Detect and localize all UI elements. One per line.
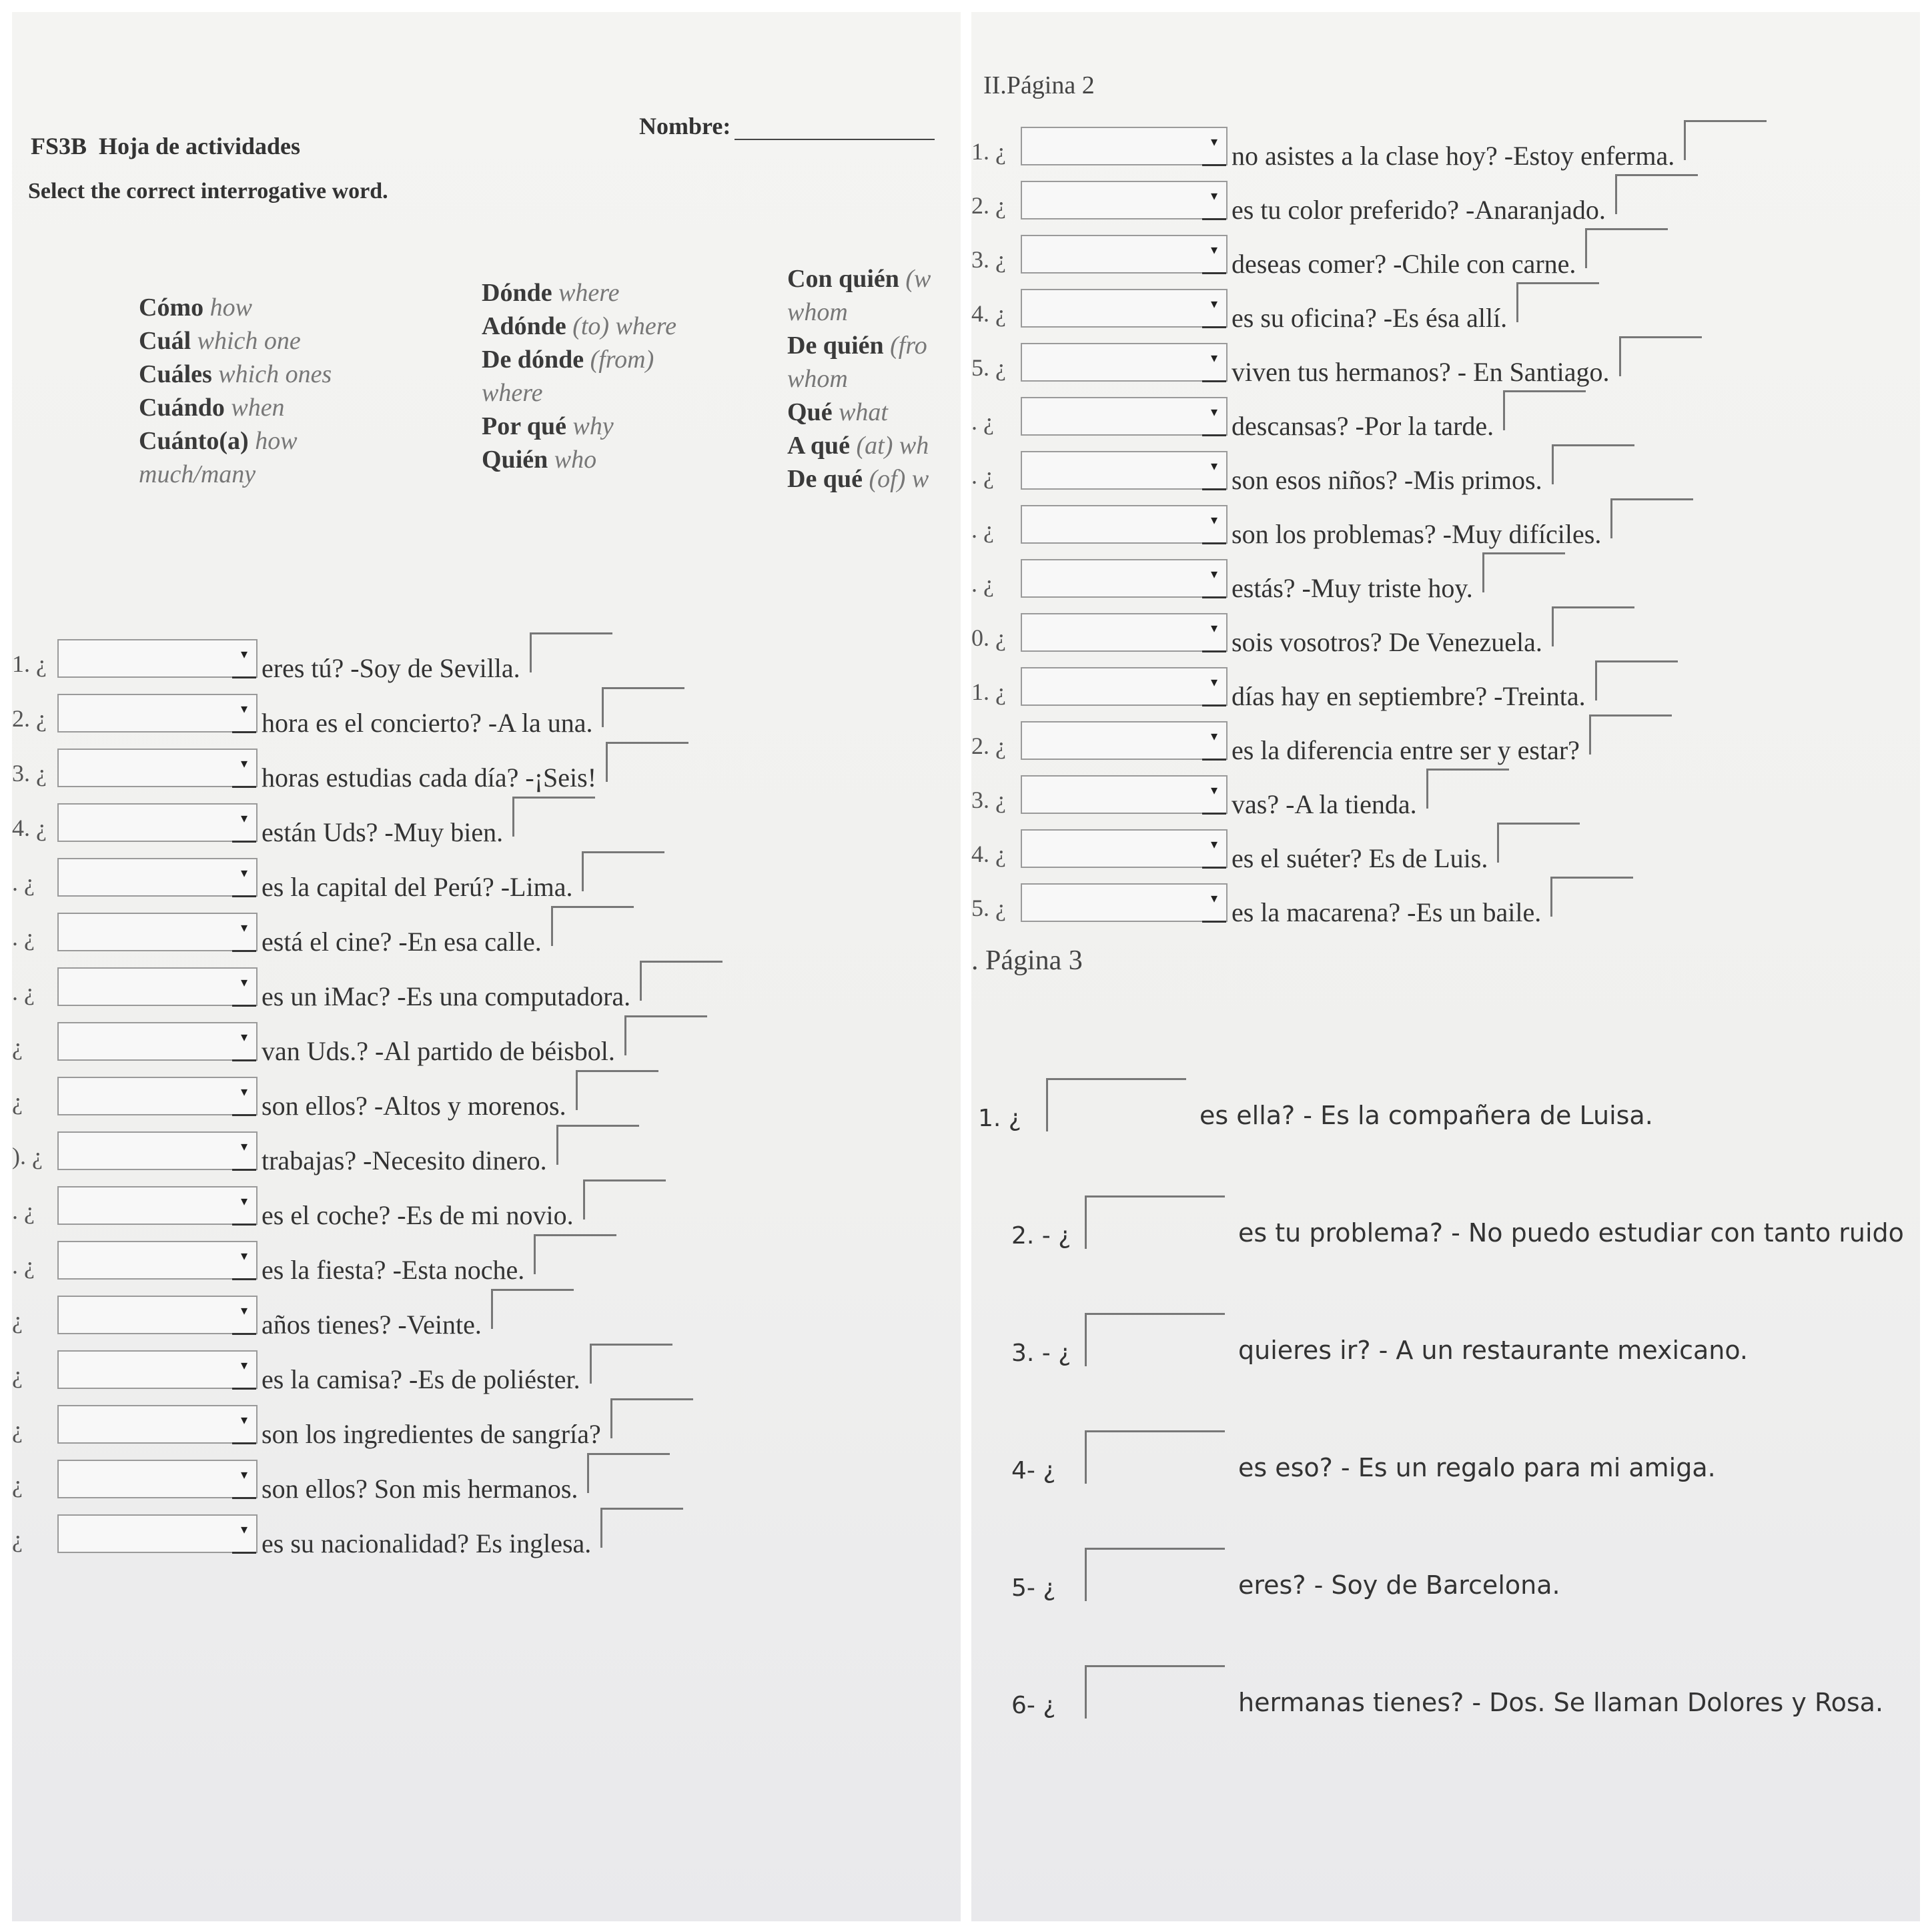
question-text: es el suéter? Es de Luis. <box>1232 843 1488 873</box>
vocab-word: Cuándo <box>139 394 225 422</box>
question-number: ¿ <box>12 1033 23 1060</box>
vocab-entry <box>139 424 332 458</box>
section-title-pagina-3: . Página 3 <box>971 945 1083 976</box>
vocab-meaning: whom <box>787 298 848 326</box>
answer-feedback-box <box>600 1508 683 1548</box>
vocab-entry <box>787 296 931 329</box>
interrogative-dropdown[interactable] <box>57 1514 258 1553</box>
question-text: viven tus hermanos? - En Santiago. <box>1232 357 1610 387</box>
nombre-label: Nombre: <box>639 113 731 139</box>
question-number: 1. ¿ <box>12 650 47 677</box>
answer-feedback-box <box>1497 823 1580 863</box>
question-text: estás? -Muy triste hoy. <box>1232 573 1473 603</box>
question-number: 2. ¿ <box>971 192 1006 219</box>
question-number: 4. ¿ <box>971 841 1006 867</box>
question-text: están Uds? -Muy bien. <box>262 817 504 847</box>
interrogative-dropdown[interactable] <box>1021 397 1228 436</box>
question-number: 5. ¿ <box>971 354 1006 381</box>
question-text: es tu problema? - No puedo estudiar con tanto ruido <box>1238 1218 1904 1248</box>
question-row <box>12 1296 959 1344</box>
answer-feedback-box <box>530 632 612 672</box>
vocab-meaning: (to) where <box>572 312 677 340</box>
question-number: ¿ <box>12 1307 23 1334</box>
interrogative-dropdown[interactable] <box>1021 667 1228 706</box>
vocab-word: De qué <box>787 465 863 493</box>
vocab-word: De dónde <box>482 346 584 374</box>
interrogative-dropdown[interactable] <box>1021 829 1228 868</box>
answer-feedback-box <box>1426 769 1509 809</box>
worksheet-page-1 <box>12 12 961 1921</box>
question-row <box>971 883 1919 931</box>
chevron-down-icon[interactable]: ▾ <box>1202 722 1226 761</box>
chevron-down-icon[interactable]: ▾ <box>1202 614 1226 652</box>
question-row <box>971 559 1919 607</box>
vocab-entry <box>787 329 931 362</box>
question-text: trabajas? -Necesito dinero. <box>262 1145 547 1175</box>
vocab-word: Cómo <box>139 294 204 322</box>
question-number: . ¿ <box>12 1252 35 1279</box>
chevron-down-icon[interactable]: ▾ <box>1202 885 1226 923</box>
interrogative-dropdown[interactable] <box>57 1460 258 1498</box>
question-text: horas estudias cada día? -¡Seis! <box>262 763 597 793</box>
question-text: es la macarena? -Es un baile. <box>1232 897 1542 927</box>
question-text: vas? -A la tienda. <box>1232 789 1417 819</box>
question-row <box>12 858 959 906</box>
question-row <box>971 289 1919 337</box>
question-row <box>971 505 1919 553</box>
question-text: descansas? -Por la tarde. <box>1232 411 1494 441</box>
interrogative-dropdown[interactable] <box>1021 289 1228 328</box>
vocab-meaning: (from) <box>590 346 654 374</box>
vocab-meaning: what <box>839 398 888 426</box>
vocab-word: Cuáles <box>139 360 212 388</box>
question-row <box>971 1078 1919 1138</box>
question-text: es la fiesta? -Esta noche. <box>262 1255 525 1285</box>
question-row <box>971 181 1919 229</box>
answer-feedback-box <box>1610 498 1693 538</box>
question-row <box>971 667 1919 715</box>
answer-feedback-box <box>551 906 634 946</box>
answer-feedback-box <box>1589 714 1672 755</box>
vocab-word: Dónde <box>482 279 552 307</box>
question-number: ). ¿ <box>12 1143 43 1169</box>
interrogative-dropdown[interactable] <box>1021 883 1228 922</box>
question-number: . ¿ <box>971 462 994 489</box>
vocab-word: Cuál <box>139 327 191 355</box>
answer-feedback-box <box>1550 877 1633 917</box>
question-number: 1. ¿ <box>971 138 1006 165</box>
question-text: años tienes? -Veinte. <box>262 1310 482 1340</box>
question-text: van Uds.? -Al partido de béisbol. <box>262 1036 615 1066</box>
vocab-entry <box>787 429 931 462</box>
chevron-down-icon[interactable]: ▾ <box>1202 128 1226 166</box>
question-row <box>12 639 959 687</box>
nombre-field[interactable] <box>639 112 935 140</box>
answer-feedback-box <box>576 1070 658 1110</box>
question-row <box>12 1022 959 1070</box>
vocab-meaning: why <box>572 412 614 440</box>
chevron-down-icon[interactable]: ▾ <box>232 914 256 952</box>
interrogative-dropdown[interactable] <box>1021 127 1228 165</box>
question-number: . ¿ <box>12 924 35 951</box>
vocab-meaning: how <box>209 294 252 322</box>
question-row <box>12 913 959 961</box>
answer-feedback-box <box>1552 444 1634 484</box>
question-text: no asistes a la clase hoy? -Estoy enferma. <box>1232 141 1675 171</box>
interrogative-dropdown[interactable] <box>57 749 258 787</box>
question-text: son ellos? Son mis hermanos. <box>262 1474 578 1504</box>
question-text: eres? - Soy de Barcelona. <box>1238 1570 1560 1600</box>
worksheet-page-2 <box>971 12 1920 1921</box>
sheet-title: Hoja de actividades <box>99 133 301 159</box>
answer-feedback-box <box>1552 606 1634 646</box>
answer-feedback-box <box>534 1234 616 1274</box>
vocab-meaning: which one <box>197 327 301 355</box>
question-row <box>971 829 1919 877</box>
question-row <box>12 1077 959 1125</box>
instruction: Select the correct interrogative word. <box>28 179 388 203</box>
question-row <box>971 451 1919 499</box>
vocab-entry <box>139 324 332 358</box>
vocab-column-2 <box>482 276 676 476</box>
question-number: ¿ <box>12 1416 23 1443</box>
question-text: son ellos? -Altos y morenos. <box>262 1091 566 1121</box>
answer-feedback-box <box>583 1179 666 1220</box>
chevron-down-icon[interactable]: ▾ <box>232 750 256 788</box>
interrogative-dropdown[interactable] <box>57 858 258 897</box>
question-number: 1. ¿ <box>971 678 1006 705</box>
question-row <box>971 1430 1919 1490</box>
interrogative-dropdown[interactable] <box>57 913 258 951</box>
question-row <box>12 1186 959 1234</box>
question-row <box>971 775 1919 823</box>
vocab-meaning: (fro <box>890 332 927 360</box>
chevron-down-icon[interactable]: ▾ <box>232 1187 256 1226</box>
question-row <box>12 1131 959 1179</box>
answer-input[interactable] <box>1085 1313 1225 1366</box>
course-code: FS3B <box>31 133 87 159</box>
vocab-meaning: which ones <box>218 360 332 388</box>
vocab-entry <box>482 410 676 443</box>
question-text: es el coche? -Es de mi novio. <box>262 1200 574 1230</box>
vocab-entry <box>482 276 676 310</box>
vocab-word: De quién <box>787 332 884 360</box>
interrogative-dropdown[interactable] <box>1021 451 1228 490</box>
vocab-meaning: much/many <box>139 460 256 488</box>
question-row <box>971 235 1919 283</box>
vocab-word: Qué <box>787 398 833 426</box>
chevron-down-icon[interactable]: ▾ <box>232 1352 256 1390</box>
answer-feedback-box <box>602 687 684 727</box>
question-text: es la camisa? -Es de poliéster. <box>262 1364 580 1394</box>
answer-feedback-box <box>590 1344 672 1384</box>
nombre-line[interactable] <box>735 119 935 140</box>
vocab-word: Quién <box>482 446 548 474</box>
question-number: 2. ¿ <box>12 705 47 732</box>
answer-feedback-box <box>1482 552 1565 592</box>
question-number: 4. ¿ <box>12 815 47 841</box>
question-text: es su oficina? -Es ésa allí. <box>1232 303 1508 333</box>
question-number: . ¿ <box>971 516 994 543</box>
question-row <box>12 803 959 851</box>
chevron-down-icon[interactable]: ▾ <box>1202 668 1226 706</box>
question-row <box>971 613 1919 661</box>
chevron-down-icon[interactable]: ▾ <box>232 1406 256 1444</box>
question-text: son los ingredientes de sangría? <box>262 1419 601 1449</box>
vocab-meaning: when <box>231 394 285 422</box>
vocab-entry <box>787 396 931 429</box>
vocab-entry <box>139 291 332 324</box>
interrogative-dropdown[interactable] <box>1021 235 1228 274</box>
question-row <box>12 1460 959 1508</box>
vocab-entry <box>139 391 332 424</box>
interrogative-dropdown[interactable] <box>57 694 258 733</box>
interrogative-dropdown[interactable] <box>57 1405 258 1444</box>
question-text: está el cine? -En esa calle. <box>262 927 542 957</box>
question-number: . ¿ <box>971 570 994 597</box>
interrogative-dropdown[interactable] <box>57 803 258 842</box>
section-title-pagina-2: II.Página 2 <box>983 71 1095 99</box>
interrogative-dropdown[interactable] <box>57 1186 258 1225</box>
question-text: días hay en septiembre? -Treinta. <box>1232 681 1586 711</box>
answer-input[interactable] <box>1085 1548 1225 1601</box>
question-number: ¿ <box>12 1526 23 1552</box>
question-row <box>971 1195 1919 1256</box>
chevron-down-icon[interactable]: ▾ <box>1202 344 1226 382</box>
question-text: deseas comer? -Chile con carne. <box>1232 249 1576 279</box>
question-number: ¿ <box>12 1088 23 1115</box>
chevron-down-icon[interactable]: ▾ <box>232 859 256 897</box>
question-number: 3. ¿ <box>971 787 1006 813</box>
interrogative-dropdown[interactable] <box>57 1131 258 1170</box>
vocab-meaning: (w <box>905 265 931 293</box>
vocab-entry <box>139 358 332 391</box>
vocab-column-3 <box>787 262 931 496</box>
answer-input[interactable] <box>1085 1430 1225 1484</box>
vocab-word: A qué <box>787 432 850 460</box>
answer-feedback-box <box>1684 120 1767 160</box>
answer-input[interactable] <box>1046 1078 1186 1131</box>
interrogative-dropdown[interactable] <box>57 967 258 1006</box>
interrogative-dropdown[interactable] <box>57 1296 258 1334</box>
vocab-meaning: where <box>482 379 543 407</box>
question-row <box>12 1514 959 1562</box>
question-number: 4- ¿ <box>1011 1457 1056 1484</box>
question-row <box>971 1548 1919 1608</box>
vocab-meaning: how <box>255 427 298 455</box>
answer-feedback-box <box>606 742 688 782</box>
question-text: hora es el concierto? -A la una. <box>262 708 593 738</box>
chevron-down-icon[interactable]: ▾ <box>1202 831 1226 869</box>
question-text: hermanas tienes? - Dos. Se llaman Dolores y Rosa. <box>1238 1688 1884 1717</box>
question-text: son los problemas? -Muy difíciles. <box>1232 519 1602 549</box>
answer-input[interactable] <box>1085 1195 1225 1249</box>
chevron-down-icon[interactable]: ▾ <box>232 805 256 843</box>
chevron-down-icon[interactable]: ▾ <box>232 695 256 733</box>
question-text: son esos niños? -Mis primos. <box>1232 465 1542 495</box>
question-row <box>12 1405 959 1453</box>
answer-feedback-box <box>624 1015 707 1055</box>
answer-feedback-box <box>1615 174 1698 214</box>
chevron-down-icon[interactable]: ▾ <box>1202 236 1226 274</box>
question-number: 5- ¿ <box>1011 1574 1056 1602</box>
answer-feedback-box <box>640 961 722 1001</box>
question-number: . ¿ <box>12 979 35 1005</box>
vocab-meaning: whom <box>787 365 848 393</box>
chevron-down-icon[interactable]: ▾ <box>1202 506 1226 544</box>
vocab-meaning: (of) w <box>869 465 929 493</box>
question-number: ¿ <box>12 1471 23 1498</box>
vocab-entry <box>482 310 676 343</box>
answer-feedback-box <box>1585 228 1668 268</box>
chevron-down-icon[interactable]: ▾ <box>232 1133 256 1171</box>
question-row <box>971 397 1919 445</box>
question-number: 4. ¿ <box>971 300 1006 327</box>
vocab-entry <box>787 462 931 496</box>
answer-input[interactable] <box>1085 1665 1225 1719</box>
vocab-meaning: where <box>558 279 620 307</box>
interrogative-dropdown[interactable] <box>57 639 258 678</box>
question-number: 1. ¿ <box>978 1105 1021 1132</box>
interrogative-dropdown[interactable] <box>57 1241 258 1280</box>
question-text: es un iMac? -Es una computadora. <box>262 981 631 1011</box>
vocab-word: Cuánto(a) <box>139 427 249 455</box>
question-number: . ¿ <box>12 869 35 896</box>
answer-feedback-box <box>1595 660 1678 700</box>
question-number: 2. - ¿ <box>1011 1222 1071 1250</box>
interrogative-dropdown[interactable] <box>1021 775 1228 814</box>
answer-feedback-box <box>556 1125 639 1165</box>
interrogative-dropdown[interactable] <box>1021 613 1228 652</box>
question-row <box>971 721 1919 769</box>
vocab-meaning: who <box>554 446 597 474</box>
question-number: 2. ¿ <box>971 733 1006 759</box>
chevron-down-icon[interactable]: ▾ <box>232 1023 256 1061</box>
question-number: 0. ¿ <box>971 624 1006 651</box>
question-row <box>12 1241 959 1289</box>
answer-feedback-box <box>512 797 595 837</box>
question-row <box>12 967 959 1015</box>
vocab-word: Con quién <box>787 265 899 293</box>
question-number: 3. - ¿ <box>1011 1340 1071 1367</box>
question-row <box>971 343 1919 391</box>
answer-feedback-box <box>1516 282 1599 322</box>
question-number: 5. ¿ <box>971 895 1006 921</box>
question-text: es eso? - Es un regalo para mi amiga. <box>1238 1453 1716 1482</box>
question-text: quieres ir? - A un restaurante mexicano. <box>1238 1336 1749 1365</box>
question-number: . ¿ <box>971 408 994 435</box>
question-number: 3. ¿ <box>971 246 1006 273</box>
answer-feedback-box <box>1503 390 1586 430</box>
vocab-word: Adónde <box>482 312 566 340</box>
question-text: es la capital del Perú? -Lima. <box>262 872 573 902</box>
question-text: es su nacionalidad? Es inglesa. <box>262 1528 592 1558</box>
answer-feedback-box <box>582 851 664 891</box>
vocab-meaning-continued <box>482 376 676 410</box>
vocab-word: Por qué <box>482 412 567 440</box>
chevron-down-icon[interactable]: ▾ <box>1202 290 1226 328</box>
interrogative-dropdown[interactable] <box>1021 343 1228 382</box>
interrogative-dropdown[interactable] <box>1021 721 1228 760</box>
question-number: ¿ <box>12 1362 23 1388</box>
question-row <box>971 1313 1919 1373</box>
answer-feedback-box <box>491 1289 574 1329</box>
chevron-down-icon[interactable]: ▾ <box>232 1516 256 1554</box>
vocab-meaning: (at) wh <box>856 432 929 460</box>
question-text: eres tú? -Soy de Sevilla. <box>262 653 520 683</box>
question-number: . ¿ <box>12 1197 35 1224</box>
question-text: sois vosotros? De Venezuela. <box>1232 627 1542 657</box>
question-row <box>12 1350 959 1398</box>
chevron-down-icon[interactable]: ▾ <box>1202 398 1226 436</box>
question-number: 6- ¿ <box>1011 1692 1056 1719</box>
question-row <box>971 1665 1919 1725</box>
chevron-down-icon[interactable]: ▾ <box>1202 560 1226 598</box>
question-text: es tu color preferido? -Anaranjado. <box>1232 195 1606 225</box>
chevron-down-icon[interactable]: ▾ <box>232 1242 256 1280</box>
interrogative-dropdown[interactable] <box>1021 559 1228 598</box>
answer-feedback-box <box>610 1398 693 1438</box>
vocab-entry <box>482 443 676 476</box>
chevron-down-icon[interactable]: ▾ <box>1202 777 1226 815</box>
vocab-entry <box>482 343 676 376</box>
interrogative-dropdown[interactable] <box>57 1077 258 1115</box>
chevron-down-icon[interactable]: ▾ <box>232 1078 256 1116</box>
chevron-down-icon[interactable]: ▾ <box>232 1461 256 1499</box>
answer-feedback-box <box>1619 336 1702 376</box>
chevron-down-icon[interactable]: ▾ <box>1202 452 1226 490</box>
chevron-down-icon[interactable]: ▾ <box>232 969 256 1007</box>
interrogative-dropdown[interactable] <box>1021 505 1228 544</box>
vocab-entry <box>787 262 931 296</box>
chevron-down-icon[interactable]: ▾ <box>1202 182 1226 220</box>
question-row <box>12 694 959 742</box>
question-text: es la diferencia entre ser y estar? <box>1232 735 1580 765</box>
question-text: es ella? - Es la compañera de Luisa. <box>1199 1101 1653 1130</box>
question-number: 3. ¿ <box>12 760 47 787</box>
vocab-meaning-continued <box>139 458 332 491</box>
chevron-down-icon[interactable]: ▾ <box>232 1297 256 1335</box>
interrogative-dropdown[interactable] <box>57 1022 258 1061</box>
interrogative-dropdown[interactable] <box>1021 181 1228 219</box>
question-row <box>971 127 1919 175</box>
worksheet-header <box>31 132 300 160</box>
chevron-down-icon[interactable]: ▾ <box>232 640 256 678</box>
vocab-entry <box>787 362 931 396</box>
interrogative-dropdown[interactable] <box>57 1350 258 1389</box>
answer-feedback-box <box>587 1453 670 1493</box>
question-row <box>12 749 959 797</box>
vocab-column-1 <box>139 291 332 491</box>
